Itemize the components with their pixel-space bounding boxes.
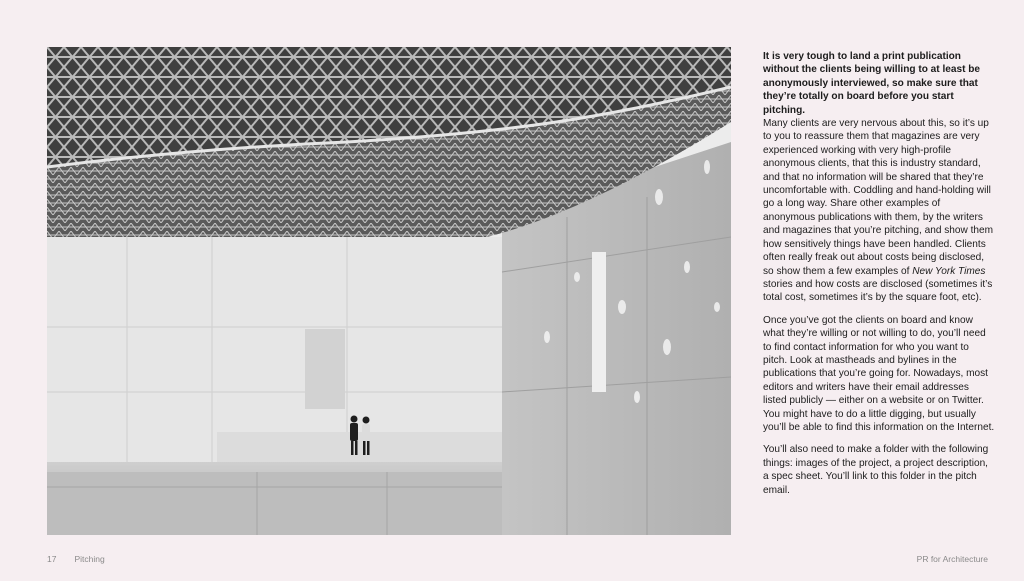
gallery-interior-illustration — [47, 47, 731, 535]
book-title: PR for Architecture — [916, 554, 988, 564]
architecture-photo — [47, 47, 731, 535]
body-text-column — [763, 50, 995, 506]
page-number: 17 — [47, 554, 57, 564]
paragraph-3: You’ll also need to make a folder with the following things: images of the project, a project description, a spec sheet. You’ll link to this folder in the pitch email. — [763, 444, 989, 496]
paragraph-1-part-b: stories and how costs are disclosed (sometimes it’s total cost, sometimes it’s by the square foot, etc). — [763, 278, 993, 304]
paragraph-1-part-a: Many clients are very nervous about this, so it’s up to you to reassure them that magazines are very experienced working with very high-profile anonymous clients, that this is industry standard, and that no information will be shared that they’re uncomfortable with. Coddling and hand-holding will go a long way. Share other examples of anonymous publications with them, by the writers and magazines that you’re pitching, and show them how sensitively things have been handled. Clients often really freak out about costs being disclosed, so show them a few examples of — [763, 118, 994, 277]
footer-left — [47, 554, 105, 564]
paragraph-1 — [763, 50, 995, 305]
paragraph-2: Once you’ve got the clients on board and know what they’re willing or not willing to do, you’ll need to find contact information for who you want to pitch. Look at mastheads and bylines in the publications that you’re going for. Nowadays, most editors and writers have their email addresses listed publicly — either on a website or on Twitter. You might have to do a little digging, but usually you’ll be able to find this information on the Internet. — [763, 314, 995, 433]
section-title: Pitching — [74, 554, 105, 564]
lead-sentence: It is very tough to land a print publication without the clients being willing to at least be anonymously interviewed, so make sure that they’re totally on board before you start pitching. — [763, 51, 981, 116]
publication-name: New York Times — [912, 265, 986, 277]
